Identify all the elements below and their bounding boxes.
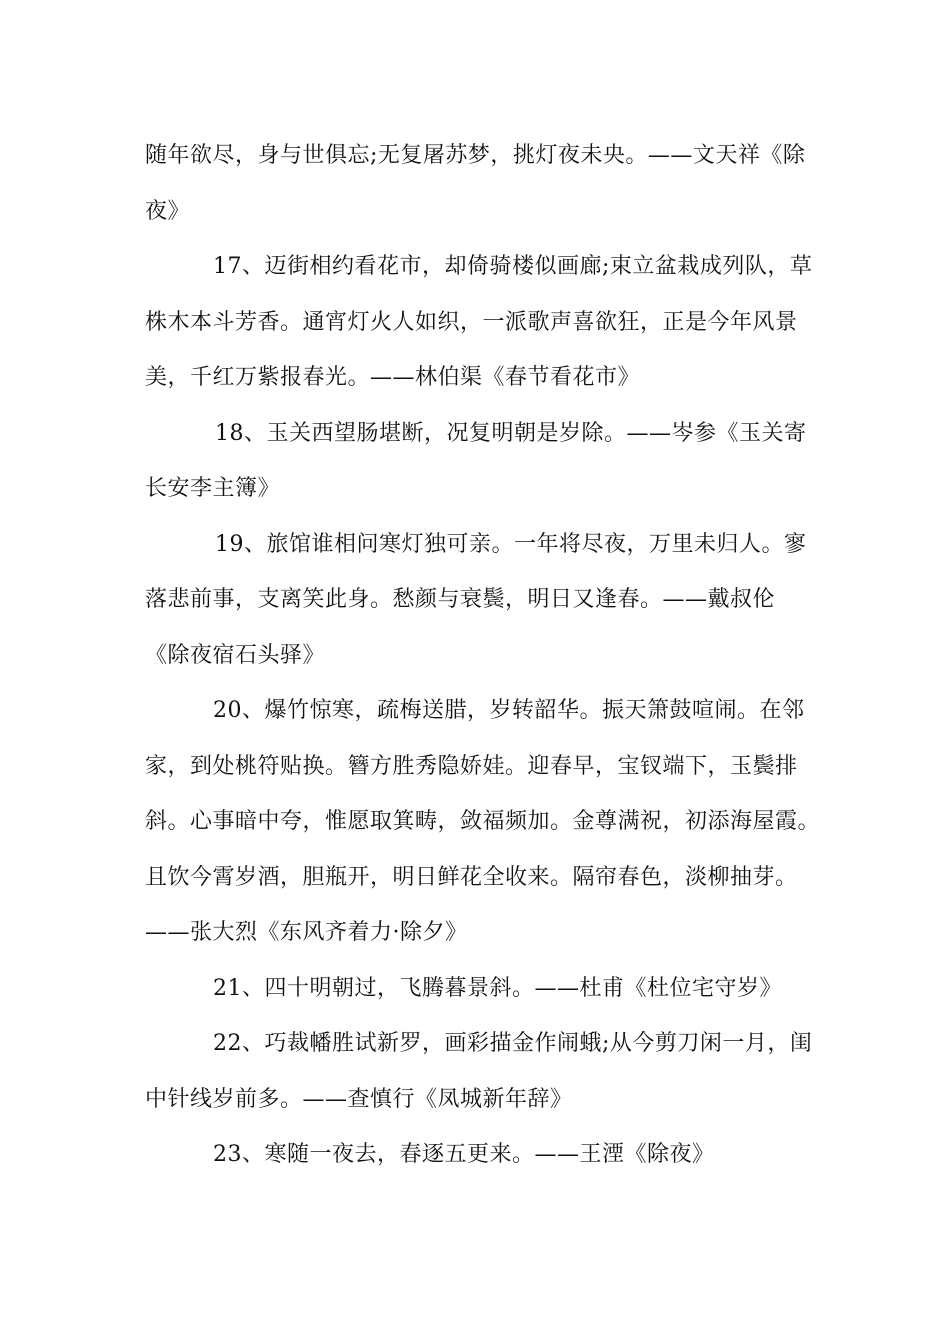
- poem-paragraph-23: [145, 1127, 825, 1183]
- document-body: [145, 128, 825, 1183]
- text-line: 21、四十明朝过，飞腾暮景斜。——杜甫《杜位宅守岁》: [213, 975, 782, 1001]
- text-line: 22、巧裁幡胜试新罗，画彩描金作闹蛾;从今剪刀闲一月，闺: [213, 1031, 813, 1056]
- text-line: 18、玉关西望肠堪断，况复明朝是岁除。——岑参《玉关寄: [215, 420, 807, 446]
- text-line: 20、爆竹惊寒，疏梅送腊，岁转韶华。振天箫鼓喧闹。在邻: [213, 698, 805, 723]
- text-line: 夜》: [145, 198, 191, 224]
- text-line: 长安李主簿》: [145, 476, 281, 501]
- text-line: 随年欲尽，身与世俱忘;无复屠苏梦，挑灯夜未央。——文天祥《除: [145, 143, 806, 168]
- text-line: ——张大烈《东风齐着力·除夕》: [145, 920, 468, 945]
- text-line: 落悲前事，支离笑此身。愁颜与衰鬓，明日又逢春。——戴叔伦: [145, 587, 776, 612]
- text-line: 斜。心事暗中夸，惟愿取箕畴，敛福频加。金尊满祝，初添海屋霞。: [145, 809, 821, 834]
- poem-paragraph-19: [145, 517, 825, 684]
- text-line: 美，千红万紫报春光。——林伯渠《春节看花市》: [145, 365, 641, 390]
- poem-paragraph-18: [145, 406, 825, 517]
- poem-paragraph-20: [145, 683, 825, 961]
- poem-paragraph-continuation: [145, 128, 825, 239]
- text-line: 家，到处桃符贴换。簪方胜秀隐娇娃。迎春早，宝钗端下，玉鬓排: [145, 753, 798, 779]
- text-line: 23、寒随一夜去，春逐五更来。——王湮《除夜》: [213, 1142, 715, 1167]
- text-line: 19、旅馆谁相问寒灯独可亲。一年将尽夜，万里未归人。寥: [215, 531, 807, 557]
- text-line: 且饮今霄岁酒，胆瓶开，明日鲜花全收来。隔帘春色，淡柳抽芽。: [145, 864, 798, 890]
- text-line: 中针线岁前多。——查慎行《凤城新年辞》: [145, 1086, 573, 1112]
- text-line: 《除夜宿石头驿》: [145, 642, 326, 668]
- text-line: 17、迈街相约看花市，却倚骑楼似画廊;束立盆栽成列队，草: [213, 254, 813, 279]
- text-line: 株木本斗芳香。通宵灯火人如织，一派歌声喜欲狂，正是今年风景: [145, 309, 798, 335]
- poem-paragraph-21: [145, 961, 825, 1017]
- poem-paragraph-17: [145, 239, 825, 406]
- poem-paragraph-22: [145, 1016, 825, 1127]
